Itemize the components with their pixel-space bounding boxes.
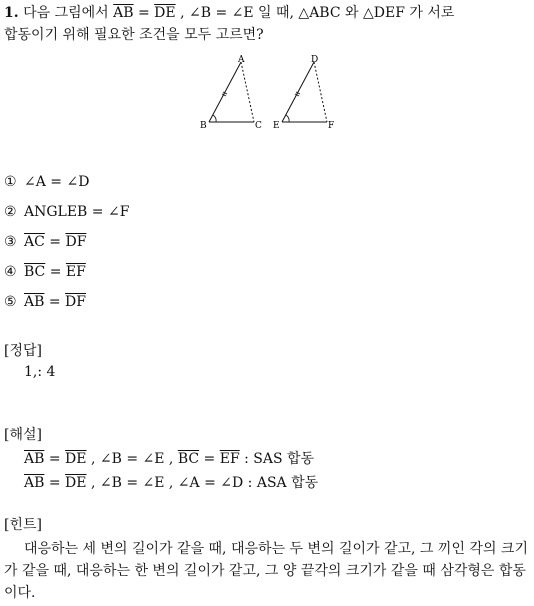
label-b: B [200, 121, 207, 131]
segment-de: $\overline{DE}$ [65, 451, 87, 467]
choice-text: ANGLEB = ∠F [24, 204, 130, 220]
question-text [4, 2, 532, 46]
segment-ac: $\overline{AC}$ [24, 234, 45, 250]
explanation-text: : SAS 합동 [239, 451, 315, 467]
label-e: E [273, 121, 280, 131]
triangles-svg [196, 52, 346, 137]
explanation-label: [해설] [4, 427, 42, 443]
side-df [314, 62, 327, 122]
question-number: 1. [4, 5, 19, 21]
choice-mark: ② [4, 204, 17, 220]
choice-2[interactable] [4, 204, 129, 220]
segment-ef: $\overline{EF}$ [219, 451, 240, 467]
question-prefix: 다음 그림에서 [23, 5, 114, 21]
equals: = [199, 451, 220, 467]
choice-mark: ④ [4, 264, 17, 280]
label-d: D [311, 55, 319, 65]
triangles-figure [196, 52, 346, 141]
label-a: A [238, 55, 245, 65]
side-ac [241, 62, 254, 122]
segment-ab: $\overline{AB}$ [24, 294, 45, 310]
segment-df: $\overline{DF}$ [65, 294, 86, 310]
label-c: C [255, 121, 262, 131]
explanation-line1 [24, 448, 314, 468]
choice-mark: ⑤ [4, 294, 17, 310]
choice-3[interactable] [4, 234, 86, 250]
side-de [282, 62, 314, 122]
choice-1[interactable] [4, 174, 89, 190]
equals: = [44, 475, 66, 491]
choice-mark: ③ [4, 234, 17, 250]
segment-ef: $\overline{EF}$ [65, 264, 86, 280]
choice-5[interactable] [4, 294, 86, 310]
answer-value: 1,: 4 [24, 364, 56, 380]
equals: = [44, 234, 66, 250]
choice-mark: ① [4, 174, 17, 190]
segment-bc: $\overline{BC}$ [24, 264, 46, 280]
explanation-line2 [24, 472, 318, 492]
angle-b-arc [213, 115, 216, 122]
hint-label: [힌트] [4, 517, 42, 533]
question-mid: , ∠B = ∠E 일 때, △ABC 와 △DEF 가 서로 [175, 5, 455, 21]
segment-bc: $\overline{BC}$ [177, 451, 200, 467]
segment-df: $\overline{DF}$ [65, 234, 87, 250]
equals: = [44, 294, 66, 310]
question-line2: 합동이기 위해 필요한 조건을 모두 고르면? [4, 27, 264, 43]
label-f: F [328, 121, 335, 131]
answer-label: [정답] [4, 343, 42, 359]
segment-de: $\overline{DE}$ [65, 475, 87, 491]
segment-ab: $\overline{AB}$ [24, 475, 45, 491]
angle-e-arc [286, 115, 289, 122]
side-ab [209, 62, 241, 122]
choice-text: ∠A = ∠D [24, 174, 90, 190]
equals: = [133, 5, 155, 21]
hint-body: 대응하는 세 변의 길이가 같을 때, 대응하는 두 변의 길이가 같고, 그 끼인 각의 크기가 같을 때, 대응하는 한 변의 길이가 같고, 그 양 끝각의 크기가 같을 때 삼각형은 합동이다. [4, 541, 528, 601]
equals: = [44, 451, 66, 467]
choice-4[interactable] [4, 264, 86, 280]
explanation-text: , ∠B = ∠E , ∠A = ∠D : ASA 합동 [86, 475, 319, 491]
explanation-text: , ∠B = ∠E , [86, 451, 178, 467]
segment-de: $\overline{DE}$ [154, 5, 176, 21]
equals: = [45, 264, 66, 280]
segment-ab: $\overline{AB}$ [24, 451, 45, 467]
segment-ab: $\overline{AB}$ [113, 5, 134, 21]
